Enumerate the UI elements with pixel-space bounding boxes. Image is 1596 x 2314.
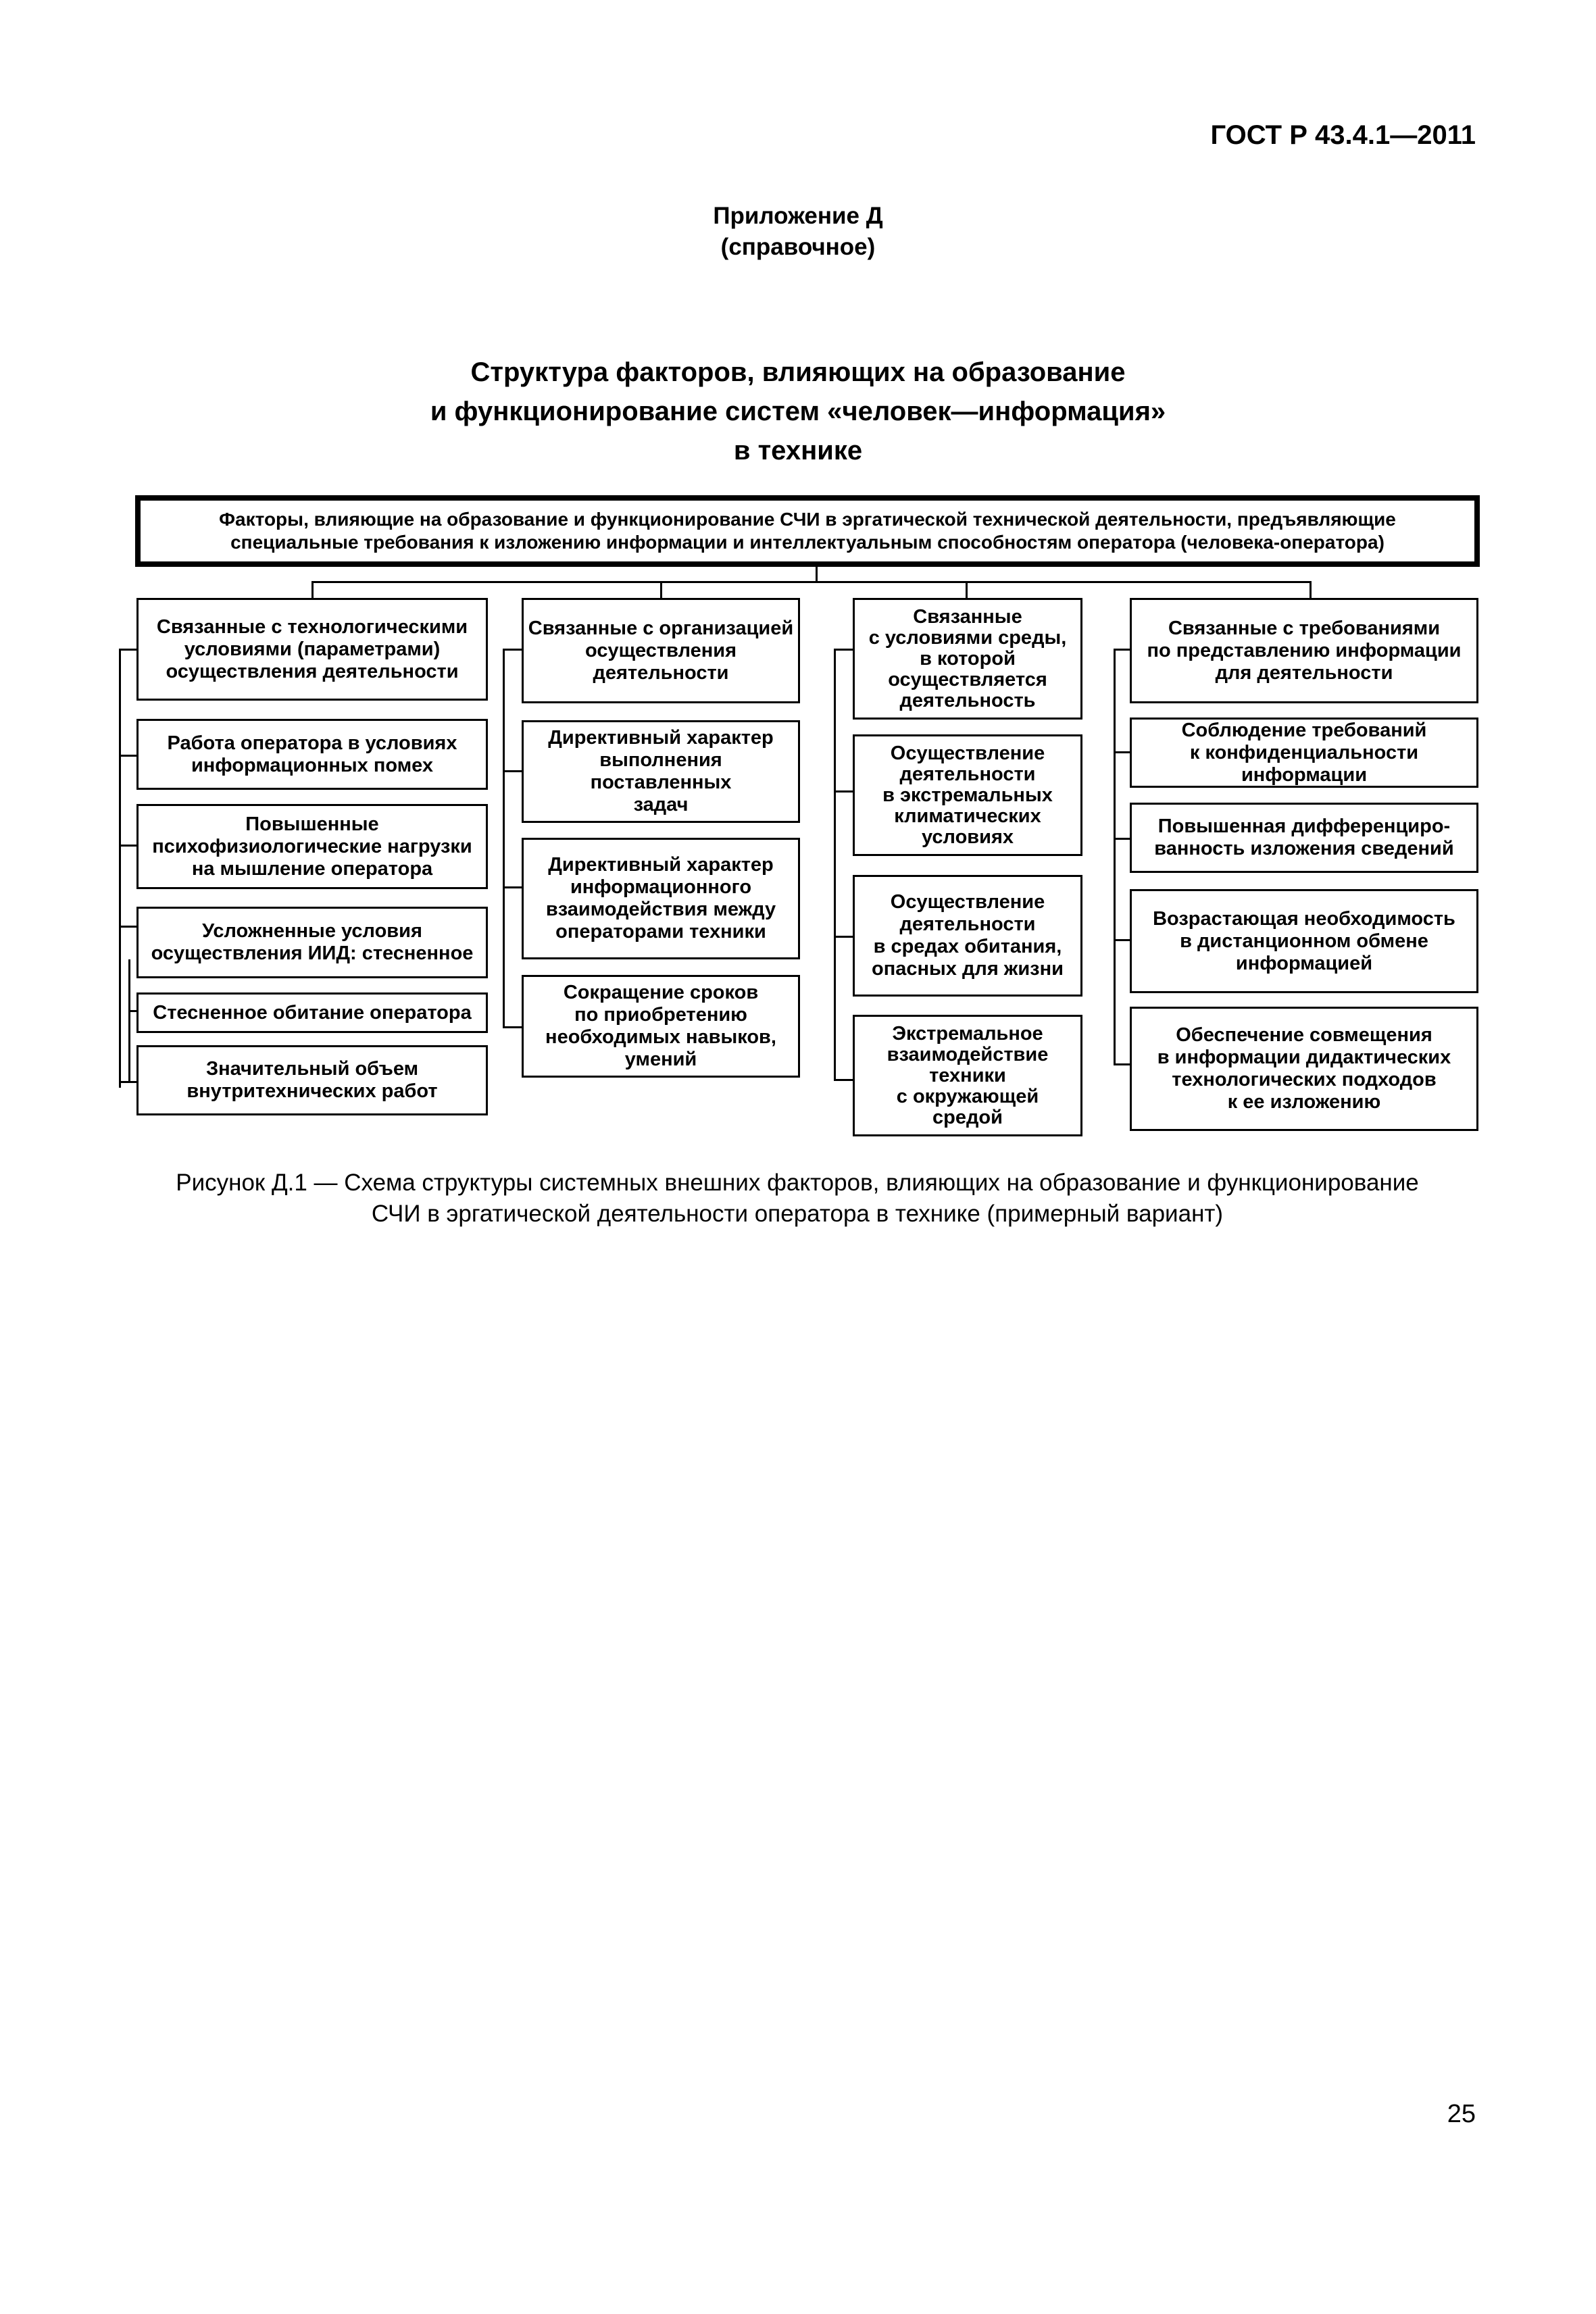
root-factors-box <box>135 495 1480 567</box>
box-line: задач <box>633 794 689 815</box>
box-line: выполнения поставленных <box>590 749 732 793</box>
title-line: в технике <box>733 436 863 466</box>
factor-box <box>1130 803 1478 873</box>
box-line: осуществляется <box>888 668 1047 690</box>
box-line: умений <box>624 1049 697 1070</box>
factor-box <box>136 907 488 978</box>
box-line: условиями (параметрами) <box>184 638 441 660</box>
branch-line <box>834 1079 853 1081</box>
column-1-head-box <box>136 598 488 701</box>
box-line: условиях <box>922 826 1014 848</box>
box-line: Работа оператора в условиях <box>167 732 457 754</box>
box-line: осуществления <box>584 639 737 661</box>
factor-box <box>1130 718 1478 788</box>
factor-box <box>522 720 800 823</box>
factor-box <box>522 838 800 959</box>
box-line: техники <box>929 1064 1006 1086</box>
box-line: для деятельности <box>1215 661 1393 684</box>
box-line: по представлению информации <box>1147 639 1462 661</box>
box-line: ванность изложения сведений <box>1154 838 1454 859</box>
box-line: с окружающей <box>896 1085 1039 1107</box>
box-line: Обеспечение совмещения <box>1176 1024 1432 1046</box>
branch-line <box>834 790 853 793</box>
box-line: на мышление оператора <box>191 857 433 880</box>
column-connector <box>311 581 314 598</box>
branch-line <box>128 1010 136 1012</box>
box-line: деятельности <box>899 913 1036 935</box>
column-connector <box>1310 581 1312 598</box>
box-line: информацией <box>1235 952 1373 974</box>
box-line: Повышенные <box>245 813 379 835</box>
box-line: в средах обитания, <box>873 936 1062 957</box>
box-line: в которой <box>920 647 1016 670</box>
box-line: взаимодействия между <box>545 899 776 920</box>
column-connector <box>966 581 968 598</box>
box-line: с условиями среды, <box>868 626 1067 649</box>
caption-line: СЧИ в эргатической деятельности оператора в технике (примерный вариант) <box>371 1201 1224 1227</box>
box-line: деятельности <box>899 763 1036 785</box>
column-3-head-box <box>853 598 1082 720</box>
column-connector <box>660 581 662 598</box>
branch-line <box>503 770 522 772</box>
box-line: осуществления ИИД: стесненное <box>151 942 474 964</box>
box-line: Осуществление <box>890 891 1045 913</box>
box-line: Сокращение сроков <box>563 982 759 1003</box>
box-line: осуществления деятельности <box>166 660 459 682</box>
box-line: Связанные с технологическими <box>156 615 468 638</box>
box-line: информационных помех <box>191 754 434 776</box>
branch-line <box>503 1026 522 1028</box>
box-line: Усложненные условия <box>202 920 422 942</box>
branch-line <box>119 1081 136 1083</box>
box-line: Связанные с требованиями <box>1168 617 1441 639</box>
box-line: деятельность <box>899 689 1036 711</box>
box-line: специальные требования к изложению информации и интеллектуальным способностям оператора (человека-оператора) <box>230 532 1385 553</box>
branch-line <box>1114 939 1130 941</box>
column-1-spine <box>119 649 121 1088</box>
root-connector <box>816 567 818 583</box>
box-line: по приобретению <box>574 1004 747 1026</box>
box-line: к конфиденциальности информации <box>1189 741 1419 786</box>
branch-line <box>119 649 136 651</box>
box-line: климатических <box>894 805 1041 827</box>
column-4-spine <box>1114 649 1116 1065</box>
branch-line <box>1114 838 1130 840</box>
factor-box <box>522 975 800 1078</box>
factor-box <box>136 804 488 889</box>
root-connector-bus <box>311 581 1310 583</box>
branch-line <box>119 926 136 928</box>
box-line: Осуществление <box>890 742 1045 764</box>
branch-line <box>503 886 522 888</box>
branch-line <box>1114 649 1130 651</box>
box-line: взаимодействие <box>887 1043 1049 1065</box>
box-line: Значительный объем <box>205 1058 419 1080</box>
factor-box <box>1130 889 1478 993</box>
factor-box <box>136 992 488 1033</box>
box-line: Стесненное обитание оператора <box>153 1001 472 1024</box>
box-line: необходимых навыков, <box>545 1026 776 1048</box>
branch-line <box>119 845 136 847</box>
factor-box <box>853 875 1082 997</box>
caption-line: Рисунок Д.1 — Схема структуры системных внешних факторов, влияющих на образование и функционирование <box>176 1169 1419 1196</box>
branch-line <box>119 926 121 928</box>
box-line: к ее изложению <box>1227 1091 1381 1113</box>
box-line: информационного <box>570 876 752 898</box>
standard-header: ГОСТ Р 43.4.1—2011 <box>1210 120 1476 150</box>
branch-line <box>503 649 522 651</box>
box-line: операторами техники <box>555 921 766 942</box>
box-line: внутритехнических работ <box>186 1080 438 1102</box>
box-line: в дистанционном обмене <box>1180 930 1428 952</box>
factor-box <box>853 1015 1082 1136</box>
branch-line <box>119 755 136 757</box>
annex-title: Приложение Д <box>713 203 883 229</box>
column-4-head-box <box>1130 598 1478 703</box>
column-2-head-box <box>522 598 800 703</box>
branch-line <box>1114 751 1130 753</box>
factor-box <box>136 719 488 790</box>
box-line: Повышенная дифференциро- <box>1157 815 1451 837</box>
page-number: 25 <box>1447 2100 1476 2128</box>
branch-line <box>834 649 853 651</box>
box-line: Директивный характер <box>548 727 774 749</box>
box-line: психофизиологические нагрузки <box>152 835 472 857</box>
box-line: Факторы, влияющие на образование и функционирование СЧИ в эргатической технической деятельности, предъявляющие <box>219 509 1396 530</box>
factor-box <box>1130 1007 1478 1131</box>
box-line: средой <box>932 1106 1003 1128</box>
column-3-spine <box>834 649 836 1081</box>
column-2-spine <box>503 649 505 1028</box>
box-line: технологических подходов <box>1172 1069 1437 1090</box>
box-line: Связанные с организацией <box>528 617 794 639</box>
box-line: Связанные <box>913 605 1022 628</box>
box-line: опасных для жизни <box>872 958 1064 980</box>
box-line: деятельности <box>593 661 729 684</box>
box-line: Соблюдение требований <box>1181 719 1427 741</box>
title-line: Структура факторов, влияющих на образование <box>470 357 1126 387</box>
annex-type: (справочное) <box>720 234 876 260</box>
figure-caption <box>122 1167 1473 1230</box>
sub-spine <box>128 959 130 1081</box>
box-line: в информации дидактических <box>1157 1047 1451 1068</box>
branch-line <box>1114 1063 1130 1065</box>
title-line: и функционирование систем «человек—информация» <box>430 397 1166 426</box>
box-line: Экстремальное <box>892 1022 1043 1045</box>
box-line: Директивный характер <box>548 854 774 876</box>
box-line: Возрастающая необходимость <box>1153 907 1455 930</box>
factor-box <box>853 734 1082 856</box>
box-line: в экстремальных <box>882 784 1053 806</box>
branch-line <box>834 936 853 938</box>
factor-box <box>136 1045 488 1115</box>
